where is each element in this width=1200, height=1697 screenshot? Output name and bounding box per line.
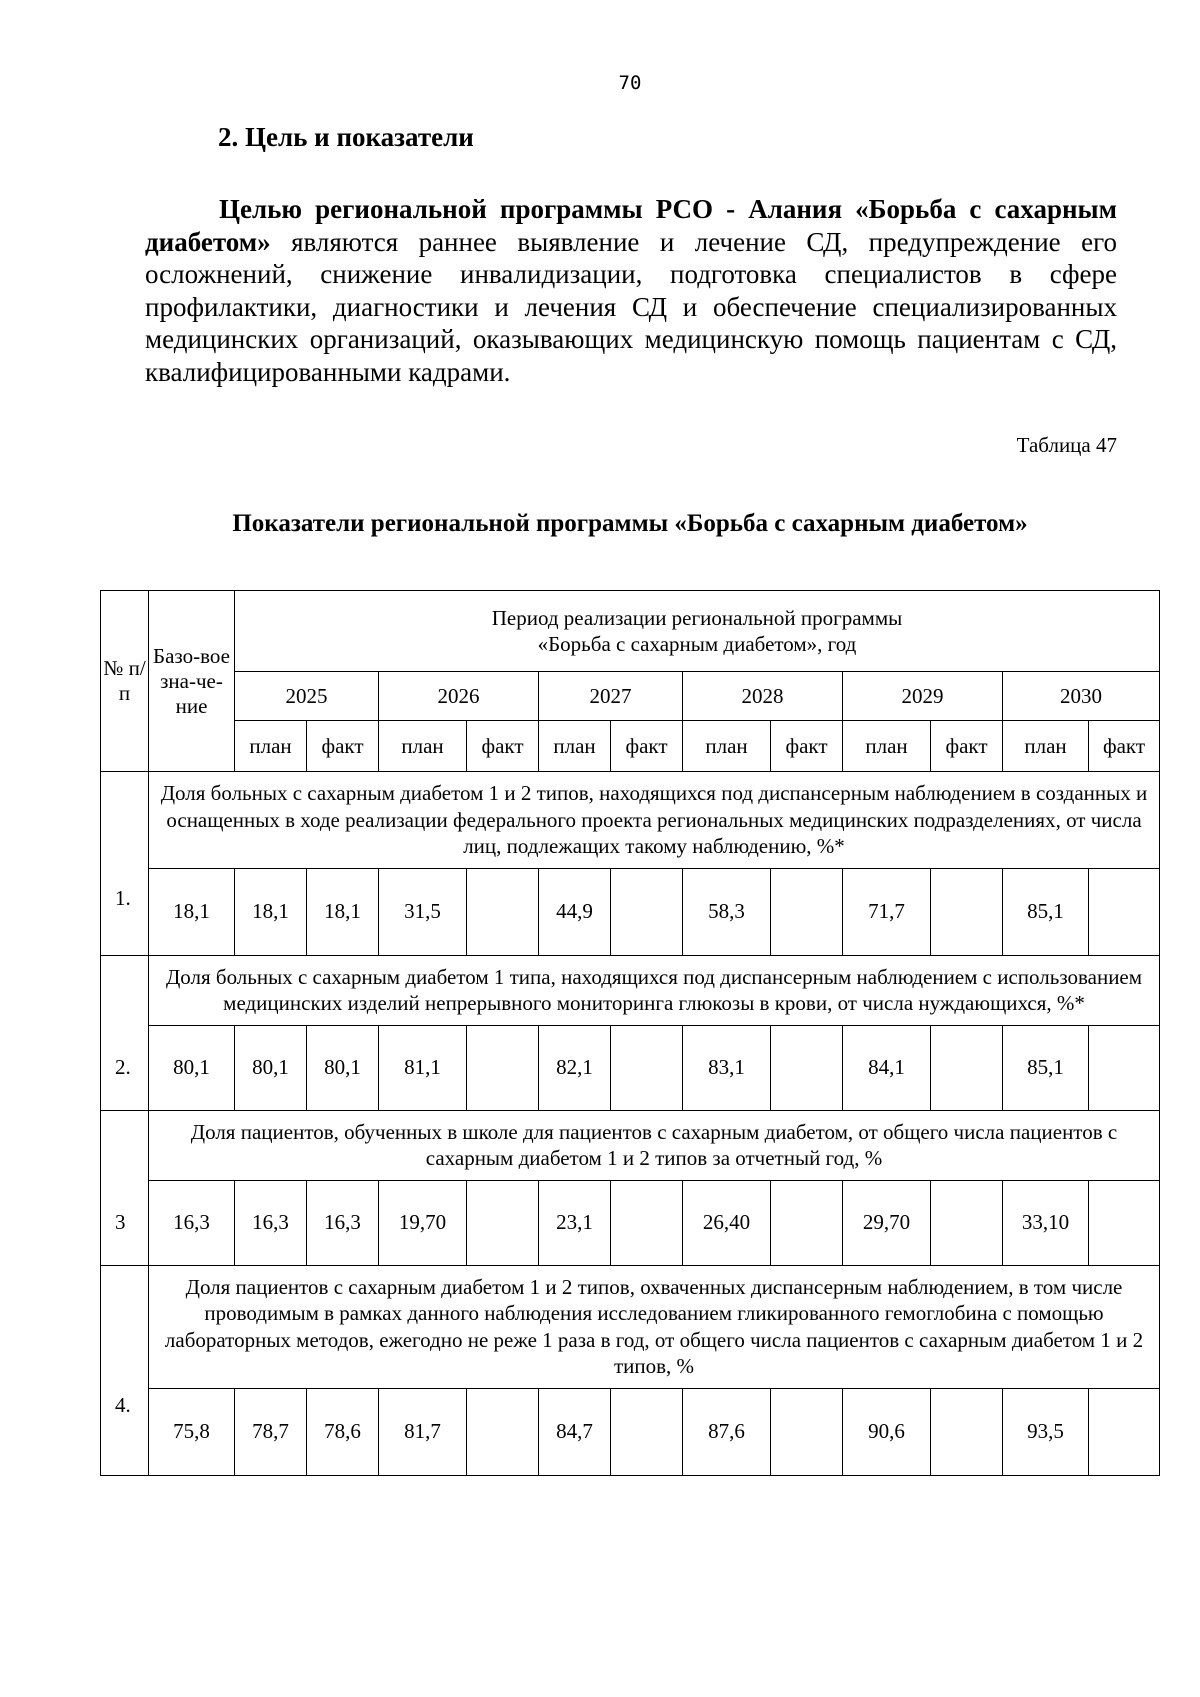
table-row-description [101,1265,1160,1388]
value-cell: 23,1 [539,1180,611,1265]
plan-fact-header-row [101,721,1160,772]
value-cell: 80,1 [235,1025,307,1110]
value-cell [611,1180,683,1265]
header-plan: план [843,721,931,772]
year-header-row [101,672,1160,721]
value-cell: 93,5 [1003,1388,1089,1475]
table-row-description [101,1110,1160,1180]
value-cell: 81,7 [379,1388,467,1475]
value-cell [931,1388,1003,1475]
indicators-table [100,590,1160,1476]
table-label: Таблица 47 [1016,433,1117,457]
header-period [235,591,1160,672]
value-cell: 84,1 [843,1025,931,1110]
value-cell: 75,8 [149,1388,235,1475]
value-cell: 29,70 [843,1180,931,1265]
value-cell [467,868,539,955]
value-cell: 90,6 [843,1388,931,1475]
table-row-description [101,772,1160,869]
value-cell [1089,1180,1160,1265]
value-cell: 83,1 [683,1025,771,1110]
value-cell: 26,40 [683,1180,771,1265]
value-cell [467,1388,539,1475]
value-cell [931,1025,1003,1110]
header-period-line2: «Борьба с сахарным диабетом», год [537,632,857,656]
header-fact: факт [931,721,1003,772]
value-cell: 31,5 [379,868,467,955]
value-cell: 87,6 [683,1388,771,1475]
indicator-description: Доля больных с сахарным диабетом 1 типа, находящихся под диспансерным наблюдением с использованием медицинских изделий непрерывного мониторинга глюкозы в крови, от числа нуждающихся, %* [149,955,1160,1025]
value-cell: 78,7 [235,1388,307,1475]
value-cell: 80,1 [149,1025,235,1110]
value-cell [611,868,683,955]
header-fact: факт [467,721,539,772]
header-base-value: Базо-вое зна-че-ние [149,591,235,772]
header-plan: план [379,721,467,772]
row-number: 2. [101,955,149,1110]
value-cell [931,1180,1003,1265]
value-cell [1089,1025,1160,1110]
header-year: 2027 [539,672,683,721]
table-row-values [101,1388,1160,1475]
header-fact: факт [611,721,683,772]
header-year: 2030 [1003,672,1160,721]
header-plan: план [1003,721,1089,772]
row-number: 3 [101,1110,149,1265]
header-period-line1: Период реализации региональной программы [491,606,903,630]
header-plan: план [235,721,307,772]
value-cell: 33,10 [1003,1180,1089,1265]
indicator-description: Доля пациентов с сахарным диабетом 1 и 2 типов, охваченных диспансерным наблюдением, в том числе проводимым в рамках данного наблюдения исследованием гликированного гемоглобина с помощью лабораторных методов, ежегодно не реже 1 раза в год, от общего числа пациентов с сахарным диабетом 1 и 2 типов, % [149,1265,1160,1388]
row-number: 1. [101,772,149,956]
header-plan: план [683,721,771,772]
value-cell [467,1025,539,1110]
value-cell [931,868,1003,955]
value-cell: 18,1 [235,868,307,955]
indicator-description: Доля больных с сахарным диабетом 1 и 2 типов, находящихся под диспансерным наблюдением в созданных и оснащенных в ходе реализации федерального проекта региональных медицинских подразделениях, от числа лиц, подлежащих такому наблюдению, %* [149,772,1160,869]
page-number: 70 [618,72,642,94]
value-cell: 19,70 [379,1180,467,1265]
table-row-description [101,955,1160,1025]
value-cell: 58,3 [683,868,771,955]
value-cell [1089,868,1160,955]
value-cell: 85,1 [1003,868,1089,955]
header-year: 2025 [235,672,379,721]
value-cell: 16,3 [149,1180,235,1265]
header-year: 2029 [843,672,1003,721]
header-year: 2026 [379,672,539,721]
header-fact: факт [1089,721,1160,772]
value-cell [611,1025,683,1110]
header-year: 2028 [683,672,843,721]
table-row-values [101,868,1160,955]
value-cell: 85,1 [1003,1025,1089,1110]
value-cell [611,1388,683,1475]
value-cell: 84,7 [539,1388,611,1475]
value-cell [467,1180,539,1265]
table-row-values [101,1025,1160,1110]
table-body [101,772,1160,1476]
value-cell: 16,3 [307,1180,379,1265]
value-cell: 80,1 [307,1025,379,1110]
value-cell: 18,1 [149,868,235,955]
table-row-values [101,1180,1160,1265]
value-cell: 81,1 [379,1025,467,1110]
header-number: № п/ п [101,591,149,772]
value-cell: 16,3 [235,1180,307,1265]
header-fact: факт [307,721,379,772]
header-fact: факт [771,721,843,772]
value-cell [771,1025,843,1110]
value-cell: 18,1 [307,868,379,955]
value-cell: 78,6 [307,1388,379,1475]
value-cell: 44,9 [539,868,611,955]
table-title: Показатели региональной программы «Борьба с сахарным диабетом» [232,510,1028,537]
value-cell: 71,7 [843,868,931,955]
indicator-description: Доля пациентов, обученных в школе для пациентов с сахарным диабетом, от общего числа пациентов с сахарным диабетом 1 и 2 типов за отчетный год, % [149,1110,1160,1180]
value-cell [771,1180,843,1265]
value-cell [771,1388,843,1475]
value-cell [771,868,843,955]
intro-bold-lead: Целью региональной программы РСО - Алания «Борьба с сахарным диабетом» [145,194,1117,257]
value-cell: 82,1 [539,1025,611,1110]
value-cell [1089,1388,1160,1475]
row-number: 4. [101,1265,149,1475]
section-heading: 2. Цель и показатели [218,122,474,152]
intro-text: являются раннее выявление и лечение СД, предупреждение его осложнений, снижение инвалидизации, подготовка специалистов в сфере профилактики, диагностики и лечения СД и обеспечение специализированных медицинских организаций, оказывающих медицинскую помощь пациентам с СД, квалифицированными кадрами. [145,226,1117,387]
intro-paragraph [145,193,1117,388]
header-plan: план [539,721,611,772]
